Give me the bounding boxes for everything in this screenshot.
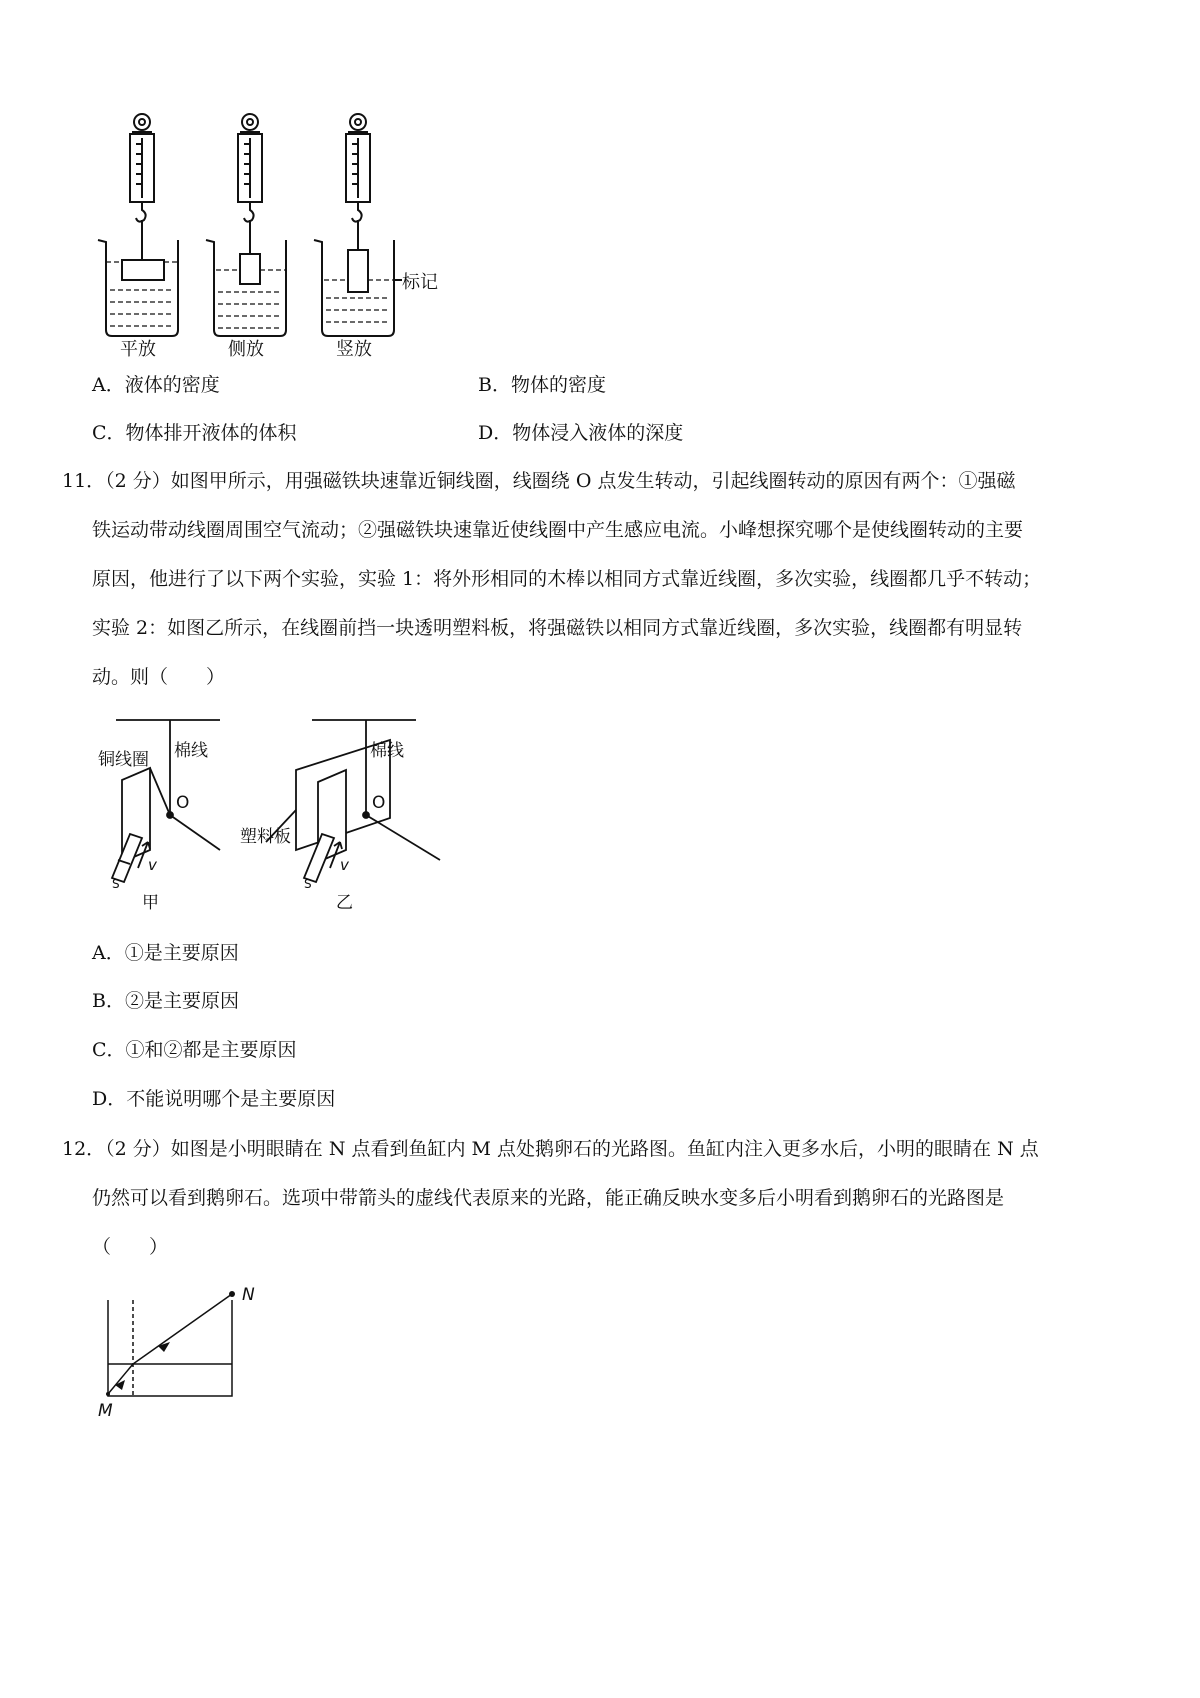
q11-option-c: C．①和②都是主要原因 bbox=[92, 1039, 297, 1061]
beaker-flat bbox=[98, 240, 178, 336]
q10-label-upright: 竖放 bbox=[336, 339, 372, 360]
q12-figure bbox=[92, 1280, 282, 1420]
q12-stem-line: （ ） bbox=[92, 1236, 169, 1258]
coil-label: 铜线圈 bbox=[98, 750, 149, 770]
q11-stem-line: 实验 2：如图乙所示，在线圈前挡一块透明塑料板，将强磁铁以相同方式靠近线圈，多次实验，线圈都有明显转 bbox=[92, 617, 1023, 639]
q11-figure bbox=[90, 710, 450, 915]
point-m-label: M bbox=[98, 1401, 113, 1421]
q11-option-a: A．①是主要原因 bbox=[92, 942, 239, 964]
q11-stem-line: 铁运动带动线圈周围空气流动；②强磁铁块速靠近使线圈中产生感应电流。小峰想探究哪个是使线圈转动的主要 bbox=[92, 519, 1024, 541]
q10-mark-label: 标记 bbox=[402, 272, 438, 293]
pivot-label-left: O bbox=[176, 793, 190, 813]
spring-scale-side bbox=[238, 114, 262, 284]
q10-option-d: D．物体浸入液体的深度 bbox=[478, 422, 684, 444]
thread-label-right: 棉线 bbox=[370, 741, 404, 761]
magnet-pole-left: S bbox=[112, 877, 120, 891]
point-m bbox=[106, 1392, 110, 1396]
q11-stem-line: 原因，他进行了以下两个实验，实验 1：将外形相同的木棒以相同方式靠近线圈，多次实验，线圈都几乎不转动； bbox=[92, 568, 1042, 590]
speed-label-left: v bbox=[148, 856, 157, 874]
pivot-label-right: O bbox=[372, 793, 386, 813]
spring-scale-upright bbox=[346, 114, 370, 292]
q10-label-side: 侧放 bbox=[228, 339, 264, 360]
caption-jia: 甲 bbox=[142, 893, 159, 913]
caption-yi: 乙 bbox=[336, 893, 353, 913]
q10-option-a: A．液体的密度 bbox=[92, 374, 220, 396]
q10-figure bbox=[90, 110, 438, 360]
point-n-label: N bbox=[242, 1285, 255, 1305]
light-path bbox=[108, 1294, 232, 1394]
magnet-pole-right: S bbox=[304, 877, 312, 891]
figure-yi bbox=[266, 720, 440, 882]
q10-option-c: C．物体排开液体的体积 bbox=[92, 422, 297, 444]
q10-label-flat: 平放 bbox=[120, 339, 156, 360]
q10-option-b: B．物体的密度 bbox=[478, 374, 606, 396]
q11-stem-line: 动。则（ ） bbox=[92, 666, 226, 688]
q11-stem-line: 11．（2 分）如图甲所示，用强磁铁块速靠近铜线圈，线圈绕 O 点发生转动，引起线圈转动的原因有两个：①强磁 bbox=[62, 470, 1016, 492]
q11-option-b: B．②是主要原因 bbox=[92, 990, 239, 1012]
q12-stem-line: 仍然可以看到鹅卵石。选项中带箭头的虚线代表原来的光路，能正确反映水变多后小明看到鹅卵石的光路图是 bbox=[92, 1187, 1005, 1209]
thread-label-left: 棉线 bbox=[174, 741, 208, 761]
fish-tank bbox=[108, 1300, 232, 1396]
q12-stem-line: 12．（2 分）如图是小明眼睛在 N 点看到鱼缸内 M 点处鹅卵石的光路图。鱼缸内注入更多水后，小明的眼睛在 N 点 bbox=[62, 1138, 1039, 1160]
plate-label: 塑料板 bbox=[240, 827, 291, 847]
spring-scale-flat bbox=[122, 114, 164, 280]
speed-label-right: v bbox=[340, 856, 349, 874]
point-n bbox=[229, 1291, 235, 1297]
q11-option-d: D．不能说明哪个是主要原因 bbox=[92, 1088, 336, 1110]
